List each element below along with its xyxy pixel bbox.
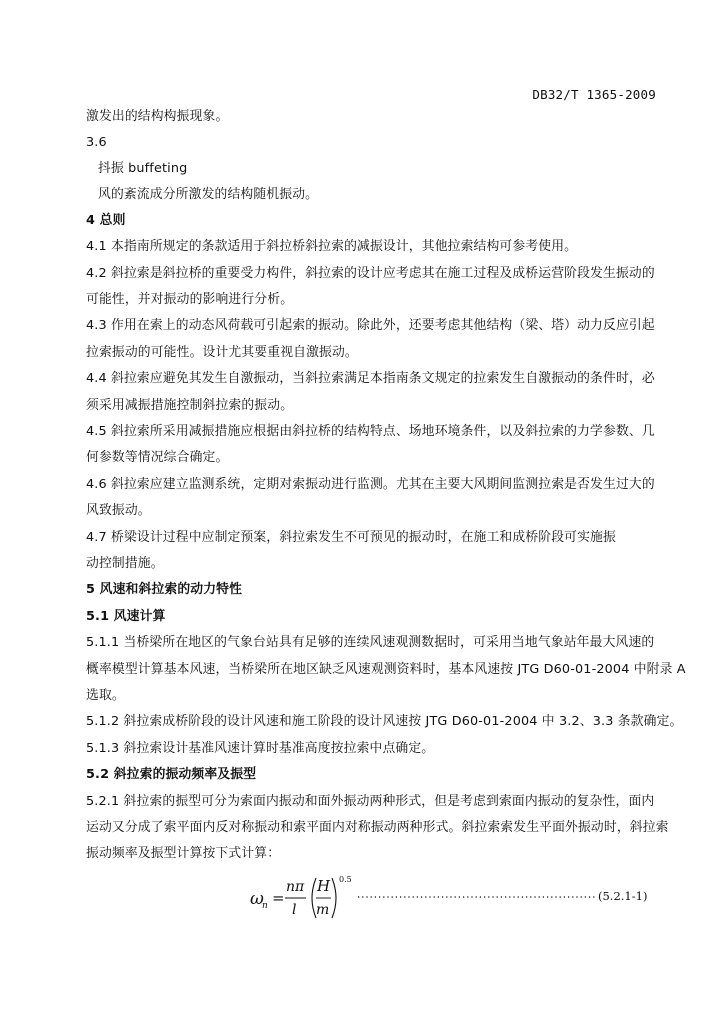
formula-exponent: 0.5	[339, 875, 352, 884]
formula-lhs-subscript: n	[262, 901, 268, 911]
text-line: 概率模型计算基本风速，当桥梁所在地区缺乏风速观测资料时，基本风速按 JTG D60-01-2004 中附录 A	[86, 662, 686, 677]
text-line: 4.5 斜拉索所采用减振措施应根据由斜拉桥的结构特点、场地环境条件，以及斜拉索的力学参数、几	[86, 424, 655, 439]
text-line: 何参数等情况综合确定。	[86, 450, 229, 465]
text-line: 5.1.2 斜拉索成桥阶段的设计风速和施工阶段的设计风速按 JTG D60-01-2004 中 3.2、3.3 条款确定。	[86, 714, 683, 729]
text-line: 选取。	[86, 688, 125, 703]
text-line: 振动频率及振型计算按下式计算：	[86, 846, 281, 861]
formula-5-2-1-1	[250, 872, 660, 922]
formula-inner-numerator: H	[317, 877, 331, 895]
text-line: 4.1 本指南所规定的条款适用于斜拉桥斜拉索的减振设计，其他拉索结构可参考使用。	[86, 239, 578, 254]
formula-number: (5.2.1-1)	[598, 889, 648, 903]
standard-code: DB32/T 1365-2009	[532, 87, 656, 102]
text-line: 4.7 桥梁设计过程中应制定预案，斜拉索发生不可预见的振动时，在施工和成桥阶段可实施振	[86, 530, 616, 545]
formula-svg	[250, 872, 660, 922]
formula-numerator: nπ	[286, 879, 305, 895]
section-heading: 5 风速和斜拉索的动力特性	[86, 582, 243, 597]
text-line: 4.3 作用在索上的动态风荷载可引起索的振动。除此外，还要考虑其他结构（梁、塔）动力反应引起	[86, 318, 655, 333]
formula-lhs: ω	[250, 889, 264, 909]
text-line: 可能性，并对振动的影响进行分析。	[86, 292, 294, 307]
formula-denominator: l	[292, 902, 297, 918]
text-line: 5.1.1 当桥梁所在地区的气象台站具有足够的连续风速观测数据时，可采用当地气象站年最大风速的	[86, 635, 655, 650]
term-definition: 风的紊流成分所激发的结构随机振动。	[98, 187, 319, 202]
text-line: 5.2.1 斜拉索的振型可分为索面内振动和面外振动两种形式，但是考虑到索面内振动的复杂性，面内	[86, 794, 655, 809]
text-line: 运动又分成了索平面内反对称振动和索平面内对称振动两种形式。斜拉索索发生平面外振动时，斜拉索	[86, 820, 669, 835]
text-line: 4.6 斜拉索应建立监测系统，定期对索振动进行监测。尤其在主要大风期间监测拉索是否发生过大的	[86, 477, 655, 492]
clause-number: 3.6	[86, 135, 107, 150]
text-line: 动控制措施。	[86, 556, 164, 571]
text-line: 拉索振动的可能性。设计尤其要重视自激振动。	[86, 345, 358, 360]
text-line: 5.1.3 斜拉索设计基准风速计算时基准高度按拉索中点确定。	[86, 741, 435, 756]
text-line: 激发出的结构构振现象。	[86, 109, 229, 124]
text-line: 风致振动。	[86, 503, 151, 518]
formula-equals: =	[272, 889, 285, 907]
right-paren	[332, 878, 336, 918]
subsection-heading: 5.1 风速计算	[86, 609, 166, 624]
term-heading: 抖振 buffeting	[98, 161, 188, 176]
section-heading: 4 总则	[86, 213, 126, 228]
text-line: 须采用减振措施控制斜拉索的振动。	[86, 398, 294, 413]
text-line: 4.4 斜拉索应避免其发生自激振动，当斜拉索满足本指南条文规定的拉索发生自激振动的条件时，必	[86, 371, 655, 386]
text-line: 4.2 斜拉索是斜拉桥的重要受力构件，斜拉索的设计应考虑其在施工过程及成桥运营阶段发生振动的	[86, 266, 655, 281]
subsection-heading: 5.2 斜拉索的振动频率及振型	[86, 767, 257, 782]
formula-inner-denominator: m	[316, 902, 330, 918]
